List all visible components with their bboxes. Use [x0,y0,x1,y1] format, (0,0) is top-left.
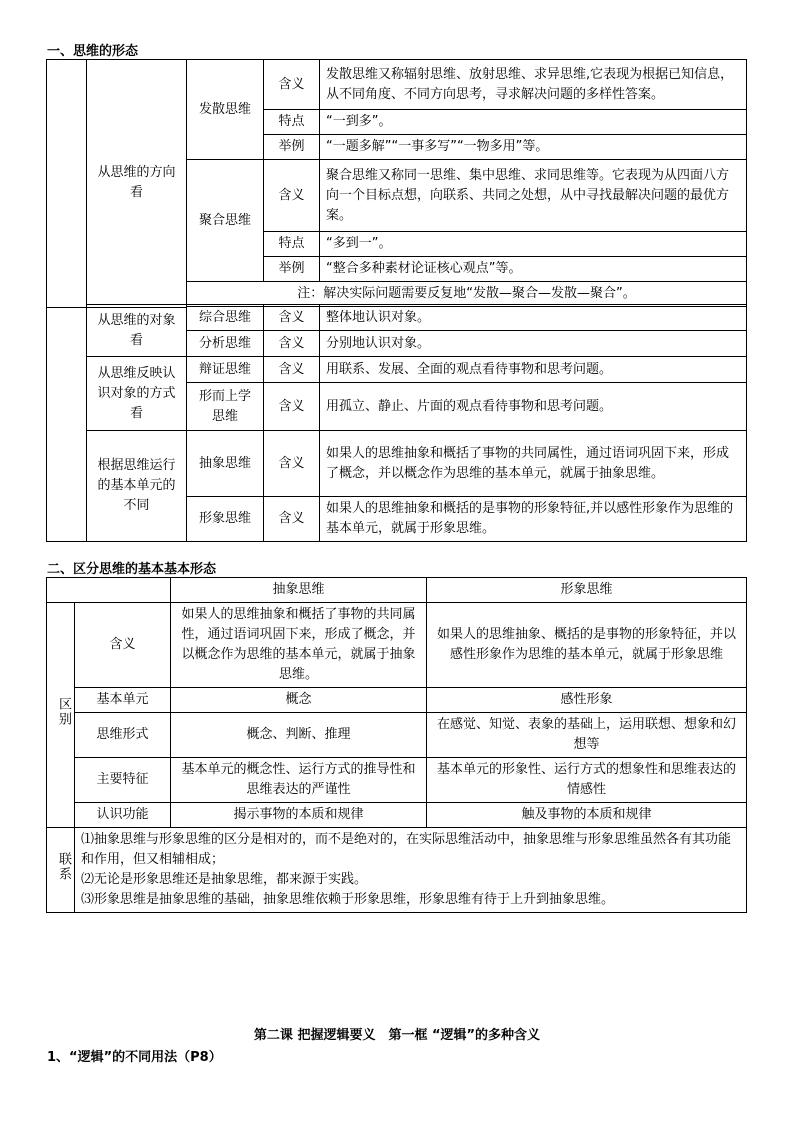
note-row: 注：解决实际问题需要反复地“发散—聚合—发散—聚合”。 [187,282,747,307]
col-imagery-header: 形象思维 [427,578,747,603]
outer-blank-cell [47,60,87,308]
link-content [75,828,747,913]
imagery-name: 形象思维 [187,497,264,542]
label-meaning: 含义 [264,383,320,431]
imagery-meaning: 如果人的思维抽象和概括的是事物的形象特征,并以感性形象作为思维的基本单元，就属于形象思维。 [320,497,747,542]
row-label: 认识功能 [75,803,171,828]
metaphysic-meaning: 用孤立、静止、片面的观点看待事物和思考问题。 [320,383,747,431]
metaphysic-name: 形而上学思维 [187,383,264,431]
diff-label: 区别 [47,603,75,828]
label-meaning: 含义 [264,431,320,497]
divergent-name: 发散思维 [187,60,264,160]
abstract-function-cell: 揭示事物的本质和规律 [171,803,427,828]
imagery-unit-cell: 感性形象 [427,688,747,713]
row-label: 主要特征 [75,758,171,803]
imagery-meaning-cell: 如果人的思维抽象、概括的是事物的形象特征，并以感性形象作为思维的基本单元，就属于形象思维 [427,603,747,688]
convergent-feature: “多到一”。 [320,232,747,257]
abstract-feature-cell: 基本单元的概念性、运行方式的推导性和思维表达的严谨性 [171,758,427,803]
abstract-unit-cell: 概念 [171,688,427,713]
link-item: ⑴抽象思维与形象思维的区分是相对的，而不是绝对的，在实际思维活动中，抽象思维与形象思维虽然各有其功能和作用，但又相辅相成； [81,832,732,867]
reflect-group-label: 从思维反映认识对象的方式看 [87,357,187,431]
corner-cell [47,578,171,603]
label-feature: 特点 [264,232,320,257]
analytic-name: 分析思维 [187,331,264,357]
row-label: 思维形式 [75,713,171,758]
link-label: 联系 [47,828,75,913]
convergent-example: “整合多种素材论证核心观点”等。 [320,257,747,282]
row-label: 含义 [75,603,171,688]
label-example: 举例 [264,257,320,282]
row-label: 基本单元 [75,688,171,713]
convergent-name: 聚合思维 [187,160,264,282]
imagery-function-cell: 触及事物的本质和规律 [427,803,747,828]
section2-heading: 二、区分思维的基本基本形态 [47,562,217,577]
section1-heading: 一、思维的形态 [47,44,139,59]
label-meaning: 含义 [264,331,320,357]
thinking-forms-table [46,59,747,308]
divergent-feature: “一到多”。 [320,110,747,135]
label-meaning: 含义 [264,60,320,110]
label-meaning: 含义 [264,497,320,542]
synthetic-meaning: 整体地认识对象。 [320,305,747,331]
thinking-forms-table-lower [46,304,747,542]
abstract-meaning: 如果人的思维抽象和概括了事物的共同属性，通过语词巩固下来，形成了概念，并以概念作为思维的基本单元，就属于抽象思维。 [320,431,747,497]
abstract-name: 抽象思维 [187,431,264,497]
unit-group-label: 根据思维运行的基本单元的不同 [87,431,187,542]
imagery-feature-cell: 基本单元的形象性、运行方式的想象性和思维表达的情感性 [427,758,747,803]
label-meaning: 含义 [264,160,320,232]
label-example: 举例 [264,135,320,160]
dialectic-meaning: 用联系、发展、全面的观点看待事物和思考问题。 [320,357,747,383]
imagery-form-cell: 在感觉、知觉、表象的基础上，运用联想、想象和幻想等 [427,713,747,758]
dialectic-name: 辩证思维 [187,357,264,383]
synthetic-name: 综合思维 [187,305,264,331]
divergent-example: “一题多解”“一事多写”“一物多用”等。 [320,135,747,160]
convergent-meaning: 聚合思维又称同一思维、集中思维、求同思维等。它表现为从四面八方向一个目标点想，向联系、共同之处想，从中寻找最解决问题的最优方案。 [320,160,747,232]
analytic-meaning: 分别地认识对象。 [320,331,747,357]
label-meaning: 含义 [264,305,320,331]
label-feature: 特点 [264,110,320,135]
compare-table [46,577,747,913]
outer-blank-cell-lower [47,305,87,542]
link-item: ⑵无论是形象思维还是抽象思维，都来源于实践。 [81,872,368,887]
lesson-title: 第二课 把握逻辑要义 第一框 “逻辑”的多种含义 [253,1028,541,1043]
direction-group-label: 从思维的方向看 [87,60,187,308]
object-group-label: 从思维的对象看 [87,305,187,357]
col-abstract-header: 抽象思维 [171,578,427,603]
link-item: ⑶形象思维是抽象思维的基础，抽象思维依赖于形象思维，形象思维有待于上升到抽象思维。 [81,892,615,907]
label-meaning: 含义 [264,357,320,383]
lesson-subtitle: 1、“逻辑”的不同用法（P8） [47,1050,222,1065]
divergent-meaning: 发散思维又称辐射思维、放射思维、求异思维,它表现为根据已知信息，从不同角度、不同方向思考，寻求解决问题的多样性答案。 [320,60,747,110]
abstract-meaning-cell: 如果人的思维抽象和概括了事物的共同属性，通过语词巩固下来，形成了概念，并以概念作为思维的基本单元，就属于抽象思维。 [171,603,427,688]
abstract-form-cell: 概念、判断、推理 [171,713,427,758]
